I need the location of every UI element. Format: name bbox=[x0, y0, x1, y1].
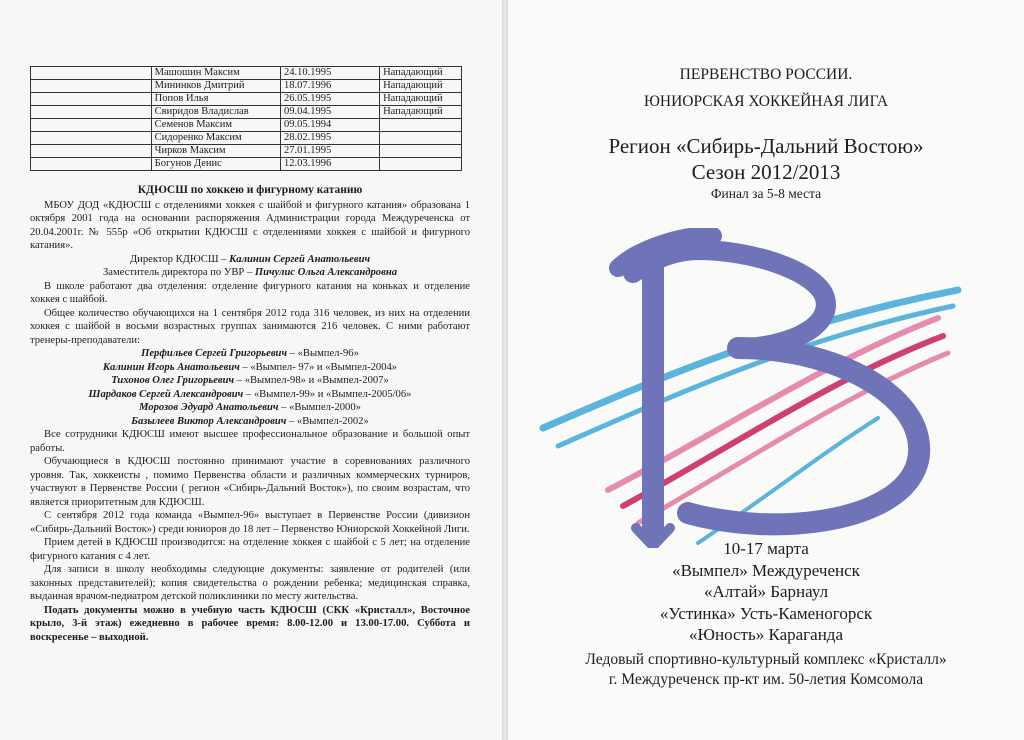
roster-name: Сидоренко Максим bbox=[151, 132, 280, 145]
trainer-teams: – «Вымпел-99» и «Вымпел-2005/06» bbox=[243, 388, 412, 400]
trainer-name: Базылеев Виктор Александрович bbox=[131, 415, 287, 427]
roster-position: Нападающий bbox=[380, 67, 462, 80]
roster-empty-cell bbox=[31, 67, 152, 80]
event-dates: 10-17 марта bbox=[723, 539, 809, 558]
roster-name: Свиридов Владислав bbox=[151, 106, 280, 119]
trainer-teams: – «Вымпел-96» bbox=[287, 348, 359, 359]
school-heading: КДЮСШ по хоккею и фигурному катанию bbox=[137, 184, 363, 196]
venue-info bbox=[508, 650, 1024, 690]
roster-empty-cell bbox=[31, 80, 152, 93]
deputy-label: Заместитель директора по УВР – bbox=[102, 267, 255, 278]
trainer-teams: – «Вымпел-98» и «Вымпел-2007» bbox=[234, 375, 389, 386]
trainer-teams: – «Вымпел- 97» и «Вымпел-2004» bbox=[239, 361, 398, 373]
roster-name: Мининков Дмитрий bbox=[151, 80, 280, 93]
final-subtitle: Финал за 5-8 места bbox=[710, 186, 822, 201]
school-paragraph-5: Обучающиеся в КДЮСШ постоянно принимают участие в соревнованиях различного уровня. Так, хоккеисты , помимо Первенства области и различных коммерческих турниров, участвуют в Первенстве России ( регион «Сибирь-Дальний Восток»), по своим возрастам, что является приоритетным для КДЮСШ. bbox=[30, 456, 470, 508]
trainer-line bbox=[30, 374, 470, 388]
director-label: Директор КДЮСШ – bbox=[129, 253, 230, 265]
deputy-line bbox=[30, 266, 470, 280]
venue-address: г. Междуреченск пр-кт им. 50-летия Комсомола bbox=[608, 671, 924, 688]
trainer-name: Тихонов Олег Григорьевич bbox=[111, 375, 235, 386]
school-paragraph-1: МБОУ ДОД «КДЮСШ с отделениями хоккея с шайбой и фигурного катания» образована 1 октября 2001 года на основании распоряжения Администрации города Междуреченска от 20.04.2001г. № 555р «Об открытии КДЮСШ с отделениями хоккея с шайбой и фигурного катания». bbox=[30, 199, 470, 251]
table-row bbox=[31, 106, 462, 119]
trainer-teams: – «Вымпел-2002» bbox=[286, 415, 369, 427]
trainer-name: Калинин Игорь Анатольевич bbox=[102, 361, 240, 373]
roster-dob: 24.10.1995 bbox=[280, 67, 379, 80]
roster-dob: 26.05.1995 bbox=[280, 93, 379, 106]
table-row bbox=[31, 119, 462, 132]
roster-name: Чирков Максим bbox=[151, 145, 280, 158]
season-title: Сезон 2012/2013 bbox=[691, 160, 841, 184]
table-row bbox=[31, 158, 462, 171]
trainer-name: Морозов Эдуард Анатольевич bbox=[139, 402, 279, 413]
roster-empty-cell bbox=[31, 119, 152, 132]
region-title: Регион «Сибирь-Дальний Востою» bbox=[608, 134, 924, 158]
league-title: ЮНИОРСКАЯ ХОККЕЙНАЯ ЛИГА bbox=[643, 93, 889, 110]
roster-position bbox=[380, 158, 462, 171]
roster-name: Семенов Максим bbox=[151, 119, 280, 132]
trainer-name: Перфильев Сергей Григорьевич bbox=[141, 348, 288, 359]
team-1: «Вымпел» Междуреченск bbox=[672, 560, 860, 580]
school-paragraph-8: Для записи в школу необходимы следующие документы: заявление от родителей (или законных представителей); копия свидетельства о рождении ребенка; медицинская справка, выданная врачом-педиатром детской поликлиники по месту жительства. bbox=[30, 564, 470, 602]
school-paragraph-2: В школе работают два отделения: отделение фигурного катания на коньках и отделение хоккея с шайбой. bbox=[30, 280, 470, 305]
roster-table bbox=[30, 66, 462, 171]
roster-position bbox=[380, 132, 462, 145]
school-paragraph-6: С сентября 2012 года команда «Вымпел-96» выступает в Первенстве России (дивизион «Сибирь-Дальний Восток») среди юниоров до 18 лет – Первенство Юниорской Хоккейной Лиги. bbox=[30, 510, 470, 535]
trainer-line bbox=[30, 347, 470, 361]
school-info bbox=[30, 184, 470, 644]
table-row bbox=[31, 67, 462, 80]
roster-name: Машошин Максим bbox=[151, 67, 280, 80]
roster-dob: 18.07.1996 bbox=[280, 80, 379, 93]
venue-name: Ледовый спортивно-культурный комплекс «Кристалл» bbox=[585, 651, 947, 668]
right-page bbox=[508, 0, 1024, 740]
trainer-line bbox=[30, 361, 470, 375]
roster-empty-cell bbox=[31, 145, 152, 158]
championship-title: ПЕРВЕНСТВО РОССИИ. bbox=[679, 66, 853, 83]
school-paragraph-4: Все сотрудники КДЮСШ имеют высшее профессиональное образование и большой опыт работы. bbox=[30, 429, 470, 454]
roster-name: Попов Илья bbox=[151, 93, 280, 106]
trainer-name: Шардаков Сергей Александрович bbox=[88, 388, 244, 400]
roster-dob: 09.04.1995 bbox=[280, 106, 379, 119]
table-row bbox=[31, 132, 462, 145]
event-details bbox=[508, 538, 1024, 646]
table-row bbox=[31, 80, 462, 93]
roster-dob: 09.05.1994 bbox=[280, 119, 379, 132]
left-page bbox=[0, 0, 502, 740]
roster-position: Нападающий bbox=[380, 80, 462, 93]
director-name: Калинин Сергей Анатольевич bbox=[229, 253, 371, 265]
roster-empty-cell bbox=[31, 158, 152, 171]
team-3: «Устинка» Усть-Каменогорск bbox=[659, 603, 873, 623]
team-2: «Алтай» Барнаул bbox=[703, 582, 829, 601]
roster-position bbox=[380, 145, 462, 158]
roster-empty-cell bbox=[31, 132, 152, 145]
table-row bbox=[31, 93, 462, 106]
trainers-list bbox=[30, 347, 470, 428]
roster-position bbox=[380, 119, 462, 132]
trainer-teams: – «Вымпел-2000» bbox=[278, 402, 361, 413]
roster-dob: 28.02.1995 bbox=[280, 132, 379, 145]
trainer-line bbox=[30, 415, 470, 429]
team-4: «Юность» Караганда bbox=[689, 625, 843, 644]
trainer-line bbox=[30, 388, 470, 402]
deputy-name: Пичулис Ольга Александровна bbox=[254, 267, 398, 278]
roster-dob: 27.01.1995 bbox=[280, 145, 379, 158]
league-logo-icon bbox=[538, 228, 968, 548]
roster-name: Богунов Денис bbox=[151, 158, 280, 171]
roster-position: Нападающий bbox=[380, 93, 462, 106]
school-paragraph-3: Общее количество обучающихся на 1 сентября 2012 года 316 человек, из них на отделении хоккея с шайбой в восьми возрастных группах занимаются 216 человек. С ними работают тренеры-преподаватели: bbox=[30, 307, 470, 346]
table-row bbox=[31, 145, 462, 158]
director-line bbox=[30, 253, 470, 267]
school-paragraph-9: Подать документы можно в учебную часть КДЮСШ (СКК «Кристалл», Восточное крыло, 3-й этаж) ежедневно в рабочее время: 8.00-12.00 и 13.00-17.00. Суббота и воскресенье – выходной. bbox=[30, 604, 470, 643]
roster-empty-cell bbox=[31, 93, 152, 106]
roster-dob: 12.03.1996 bbox=[280, 158, 379, 171]
roster-position: Нападающий bbox=[380, 106, 462, 119]
school-paragraph-7: Прием детей в КДЮСШ производится: на отделение хоккея с шайбой с 5 лет; на отделение фигурного катания с 4 лет. bbox=[30, 537, 470, 562]
roster-empty-cell bbox=[31, 106, 152, 119]
trainer-line bbox=[30, 401, 470, 415]
